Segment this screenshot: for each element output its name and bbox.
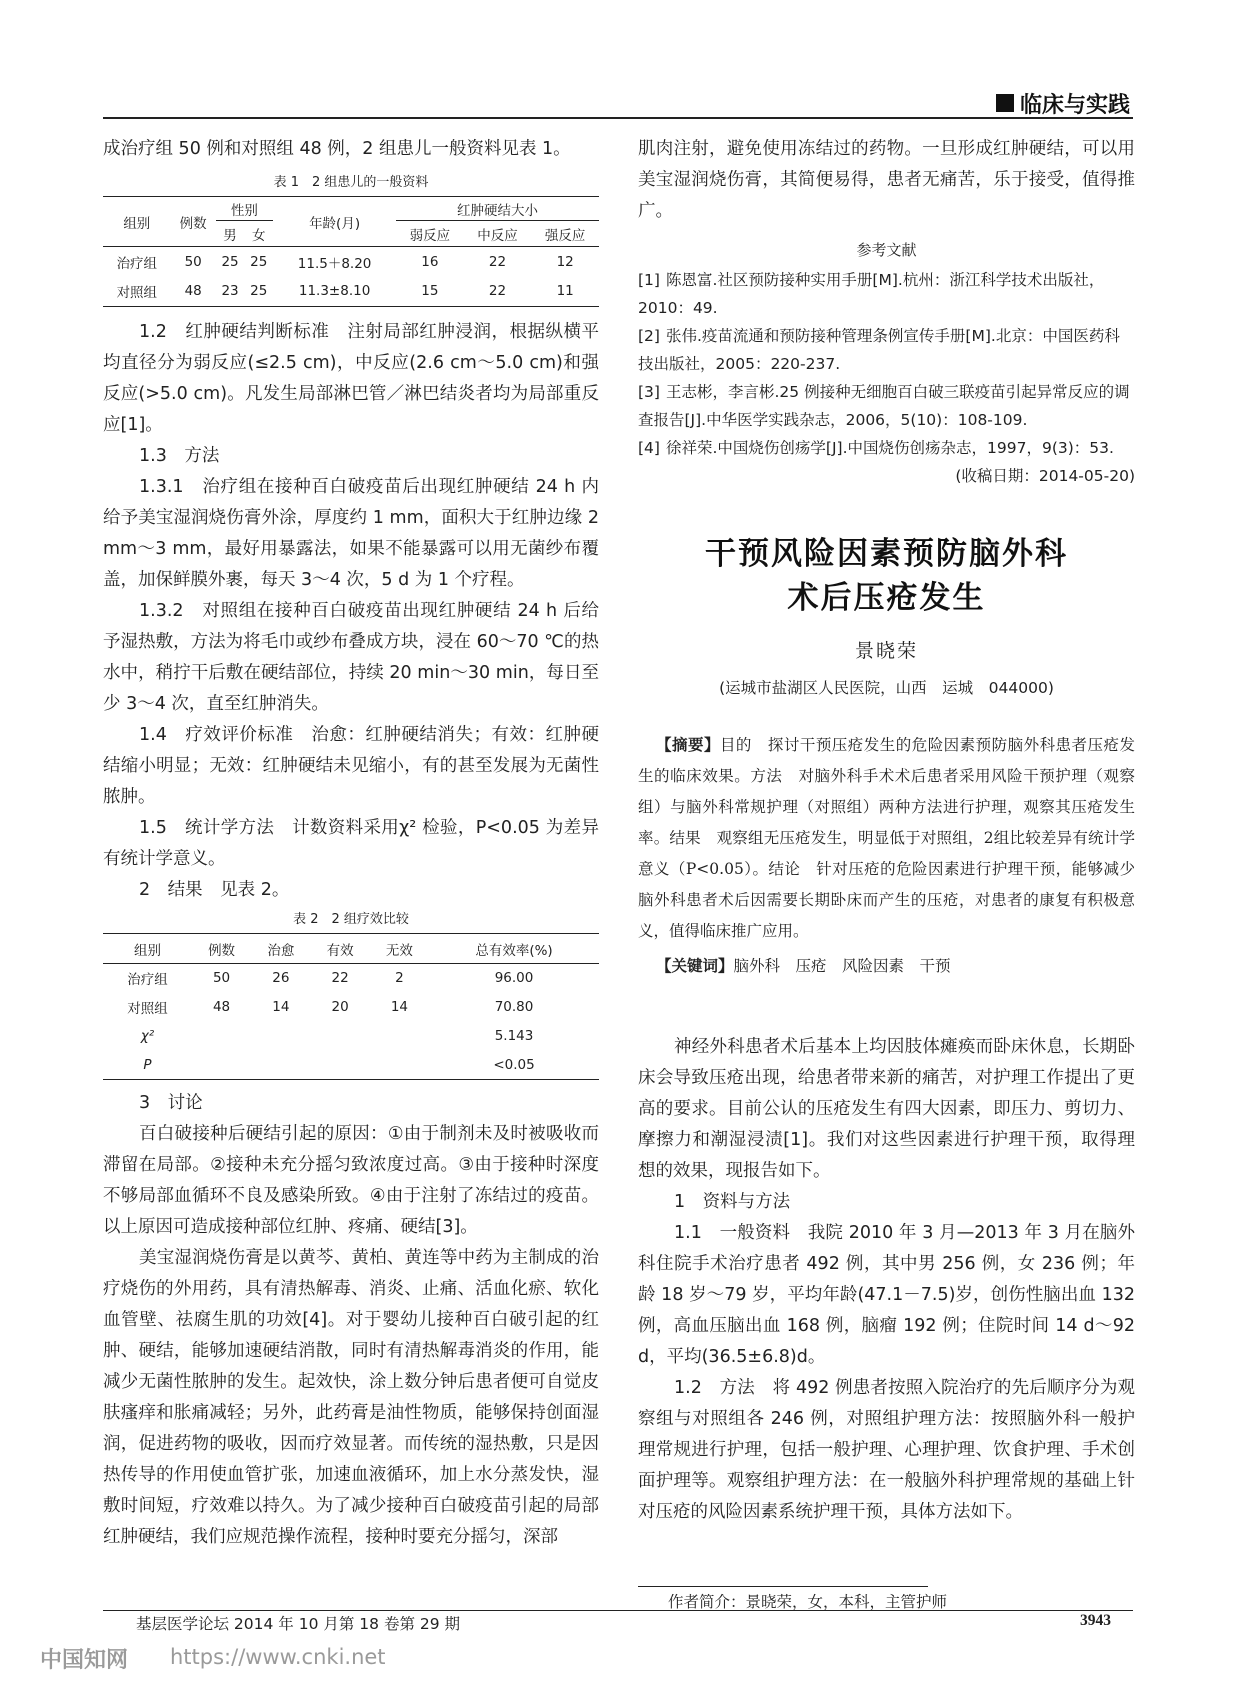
- table1-caption: 表 1 2 组患儿的一般资料: [273, 175, 429, 190]
- table-cell: 11.3±8.10: [298, 283, 371, 300]
- table-cell: 16: [421, 253, 439, 270]
- table-cell: [310, 1022, 369, 1051]
- table-cell: 22: [488, 283, 507, 300]
- paragraph: 1.4 疗效评价标准 治愈：红肿硬结消失；有效：红肿硬结缩小明显；无效：红肿硬结未见缩小，有的甚至发展为无菌性脓肿。: [103, 725, 599, 807]
- section-heading: 1 资料与方法: [674, 1192, 791, 1212]
- abstract-block: [638, 730, 1135, 982]
- table-cell: 26: [272, 970, 290, 987]
- paragraph: 1.2 红肿硬结判断标准 注射局部红肿浸润，根据纵横平均直径分为弱反应(≤2.5 cm)，中反应(2.6 cm～5.0 cm)和强反应(>5.0 cm)。凡发生局部淋巴管／淋巴结炎者均为局部重反应[1]。: [103, 322, 599, 435]
- table-cell: 2: [395, 970, 404, 987]
- paragraph: 1.3.2 对照组在接种百白破疫苗出现红肿硬结 24 h 后给予湿热敷，方法为将毛巾或纱布叠成方块，浸在 60～70 ℃的热水中，稍拧干后敷在硬结部位，持续 20 min～30 min，每日至少 3～4 次，直至红肿消失。: [103, 601, 599, 714]
- right-column: [638, 134, 1135, 490]
- table-header: 性别: [216, 197, 273, 221]
- table-header: 组别: [133, 942, 161, 959]
- table-header: 弱反应: [409, 227, 451, 244]
- table-cell: [251, 1022, 310, 1051]
- table-cell: 对照组: [127, 1001, 168, 1017]
- page-number: 3943: [1080, 1612, 1111, 1629]
- table-cell: 48: [184, 283, 202, 300]
- table-cell: 5.143: [494, 1028, 534, 1044]
- table-header: 总有效率(%): [475, 942, 553, 959]
- reference-item: [638, 434, 1135, 462]
- table-cell: 治疗组: [127, 972, 168, 989]
- paragraph: 1.5 统计学方法 计数资料采用χ² 检验，P<0.05 为差异有统计学意义。: [103, 818, 599, 869]
- keywords-text: 脑外科 压疮 风险因素 干预: [733, 957, 951, 975]
- table-row: [103, 277, 599, 307]
- table-header: 例数: [208, 942, 236, 959]
- table-cell: 50: [184, 253, 202, 270]
- table-header: 组别: [123, 215, 151, 232]
- table-header: 年龄(月): [309, 215, 361, 232]
- article-body: [638, 1032, 1135, 1528]
- paragraph: 美宝湿润烧伤膏是以黄芩、黄柏、黄连等中药为主制成的治疗烧伤的外用药，具有清热解毒、消炎、止痛、活血化瘀、软化血管壁、祛腐生肌的功效[4]。对于婴幼儿接种百白破引起的红肿、硬结，能够加速硬结消散，同时有清热解毒消炎的作用，能减少无菌性脓肿的发生。起效快，涂上数分钟后患者便可自觉皮肤瘙痒和胀痛减轻；另外，此药膏是油性物质，能够保持创面湿润，促进药物的吸收，因而疗效显著。而传统的湿热敷，只是因热传导的作用使血管扩张，加速血液循环，加上水分蒸发快，湿敷时间短，疗效难以持久。为了减少接种百白破疫苗引起的局部红肿硬结，我们应规范操作流程，接种时要充分摇匀，深部: [103, 1248, 599, 1547]
- cnki-logo: 中国知网: [40, 1648, 129, 1673]
- reference-item: [638, 266, 1135, 322]
- table-cell: χ²: [140, 1028, 155, 1044]
- table-cell: 治疗组: [116, 255, 158, 272]
- article-title-line1: 干预风险因素预防脑外科: [705, 536, 1068, 572]
- paragraph: 成治疗组 50 例和对照组 48 例，2 组患儿一般资料见表 1。: [103, 139, 571, 159]
- left-column: [103, 134, 599, 1553]
- journal-info: 基层医学论坛 2014 年 10 月第 18 卷第 29 期: [136, 1615, 461, 1633]
- author-name: 景晓荣: [854, 640, 918, 662]
- section-heading: 3 讨论: [139, 1093, 203, 1113]
- table-cell: 15: [421, 283, 439, 300]
- reference-number: [3]: [638, 383, 660, 401]
- table-header: 红肿硬结大小: [396, 197, 599, 221]
- author-note: 作者简介：景晓荣，女，本科，主管护师: [668, 1593, 948, 1611]
- footer-rule: [103, 1610, 1133, 1611]
- table-cell: 25: [250, 283, 268, 300]
- keywords-label: 【关键词】: [656, 957, 734, 975]
- table-cell: 48: [212, 999, 231, 1015]
- reference-text: 徐祥荣.中国烧伤创疡学[J].中国烧伤创疡杂志，1997，9(3)：53.: [666, 439, 1114, 457]
- table-cell: 25: [221, 253, 239, 270]
- table-cell: [251, 1051, 310, 1080]
- table-row: [103, 964, 599, 993]
- reference-text: 张伟.疫苗流通和预防接种管理条例宣传手册[M].北京：中国医药科技出版社，2005：220-237.: [638, 327, 1120, 373]
- table-cell: [370, 1022, 429, 1051]
- reference-text: 王志彬，李言彬.25 例接种无细胞百白破三联疫苗引起异常反应的调查报告[J].中华医学实践杂志，2006，5(10)：108-109.: [638, 383, 1130, 429]
- paragraph: 1.3.1 治疗组在接种百白破疫苗后出现红肿硬结 24 h 内给予美宝湿润烧伤膏外涂，厚度约 1 mm，面积大于红肿边缘 2 mm～3 mm，最好用暴露法，如果不能暴露可以用无菌纱布覆盖，加保鲜膜外裹，每天 3～4 次，5 d 为 1 个疗程。: [103, 477, 599, 590]
- table-row: [103, 1022, 599, 1051]
- reference-text: 陈恩富.社区预防接种实用手册[M].杭州：浙江科学技术出版社，2010：49.: [638, 271, 1105, 317]
- table-cell: [310, 1051, 369, 1080]
- abstract-label: 【摘要】: [656, 736, 720, 754]
- table-header: 男: [223, 227, 237, 244]
- table-cell: [192, 1051, 251, 1080]
- paragraph: 1.1 一般资料 我院 2010 年 3 月—2013 年 3 月在脑外科住院手术治疗患者 492 例，其中男 256 例，女 236 例；年龄 18 岁～79 岁，平均年龄(47.1－7.5)岁，创伤性脑出血 132 例，高血压脑出血 168 例，脑瘤 192 例；住院时间 14 d～92 d，平均(36.5±6.8)d。: [638, 1223, 1135, 1367]
- table-cell: P: [143, 1056, 152, 1073]
- table2: [103, 933, 599, 1080]
- affiliation: (运城市盐湖区人民医院，山西 运城 044000): [719, 679, 1054, 697]
- abstract-text: 目的 探讨干预压疮发生的危险因素预防脑外科患者压疮发生的临床效果。方法 对脑外科手术术后患者采用风险干预护理（观察组）与脑外科常规护理（对照组）两种方法进行护理，观察其压疮发生率。结果 观察组无压疮发生，明显低于对照组，2组比较差异有统计学意义（P<0.05）。结论 针对压疮的危险因素进行护理干预，能够减少脑外科患者术后因需要长期卧床而产生的压疮，对患者的康复有积极意义，值得临床推广应用。: [638, 736, 1135, 940]
- table-cell: 20: [331, 999, 349, 1015]
- section-marker: [996, 94, 1014, 112]
- section-title: 临床与实践: [1020, 93, 1131, 118]
- table-cell: [192, 1022, 251, 1051]
- table-cell: 22: [331, 970, 349, 987]
- received-date: (收稿日期：2014-05-20): [955, 467, 1135, 485]
- table-header: 无效: [385, 942, 413, 959]
- paragraph: 神经外科患者术后基本上均因肢体瘫痪而卧床休息，长期卧床会导致压疮出现，给患者带来新的痛苦，对护理工作提出了更高的要求。目前公认的压疮发生有四大因素，即压力、剪切力、摩擦力和潮湿浸渍[1]。我们对这些因素进行护理干预，取得理想的效果，现报告如下。: [638, 1037, 1135, 1181]
- table-header: 强反应: [544, 227, 586, 244]
- section-heading: 2 结果 见表 2。: [139, 880, 290, 900]
- table-cell: <0.05: [493, 1056, 535, 1073]
- table-header: 中反应: [477, 227, 518, 244]
- table-cell: 25: [250, 253, 268, 270]
- table-cell: [370, 1051, 429, 1080]
- table-cell: 14: [272, 999, 290, 1015]
- table-cell: 70.80: [494, 999, 534, 1015]
- article-title: [638, 532, 1135, 620]
- reference-item: [638, 378, 1135, 434]
- references-heading: 参考文献: [856, 241, 917, 259]
- table-cell: 对照组: [116, 285, 158, 302]
- table-cell: 50: [212, 970, 231, 987]
- paragraph: 百白破接种后硬结引起的原因：①由于制剂未及时被吸收而滞留在局部。②接种未充分摇匀致浓度过高。③由于接种时深度不够局部血循环不良及感染所致。④由于注射了冻结过的疫苗。以上原因可造成接种部位红肿、疼痛、硬结[3]。: [103, 1124, 599, 1237]
- table-cell: 11: [556, 283, 574, 300]
- table-row: [103, 993, 599, 1022]
- header-rule: [103, 117, 1133, 119]
- article-title-line2: 术后压疮发生: [787, 580, 986, 616]
- table-cell: 14: [390, 999, 408, 1015]
- table-header: 治愈: [267, 942, 295, 959]
- table-cell: 11.5＋8.20: [297, 255, 372, 272]
- cnki-url[interactable]: https://www.cnki.net: [170, 1645, 386, 1669]
- section-heading: 1.3 方法: [139, 446, 220, 466]
- paragraph: 1.2 方法 将 492 例患者按照入院治疗的先后顺序分为观察组与对照组各 246 例，对照组护理方法：按照脑外科一般护理常规进行护理，包括一般护理、心理护理、饮食护理、手术创面护理等。观察组护理方法：在一般脑外科护理常规的基础上针对压疮的风险因素系统护理干预，具体方法如下。: [638, 1378, 1135, 1522]
- footnote-rule: [638, 1586, 928, 1587]
- table-cell: 23: [221, 283, 239, 300]
- table-header: 例数: [179, 215, 207, 232]
- reference-number: [4]: [638, 439, 660, 457]
- table-header: 有效: [326, 942, 354, 959]
- table1: [103, 196, 599, 307]
- table-cell: 12: [556, 253, 574, 270]
- abstract: [638, 730, 1135, 947]
- paragraph: 肌肉注射，避免使用冻结过的药物。一旦形成红肿硬结，可以用美宝湿润烧伤膏，其简便易得，患者无痛苦，乐于接受，值得推广。: [638, 139, 1135, 221]
- table-cell: 22: [488, 253, 507, 270]
- table-row: [103, 1051, 599, 1080]
- table-cell: 96.00: [494, 970, 534, 987]
- table2-caption: 表 2 2 组疗效比较: [293, 912, 409, 927]
- reference-item: [638, 322, 1135, 378]
- reference-number: [1]: [638, 271, 660, 289]
- reference-number: [2]: [638, 327, 660, 345]
- table-header: 女: [252, 227, 266, 244]
- table-row: [103, 247, 599, 277]
- keywords: [638, 951, 1135, 982]
